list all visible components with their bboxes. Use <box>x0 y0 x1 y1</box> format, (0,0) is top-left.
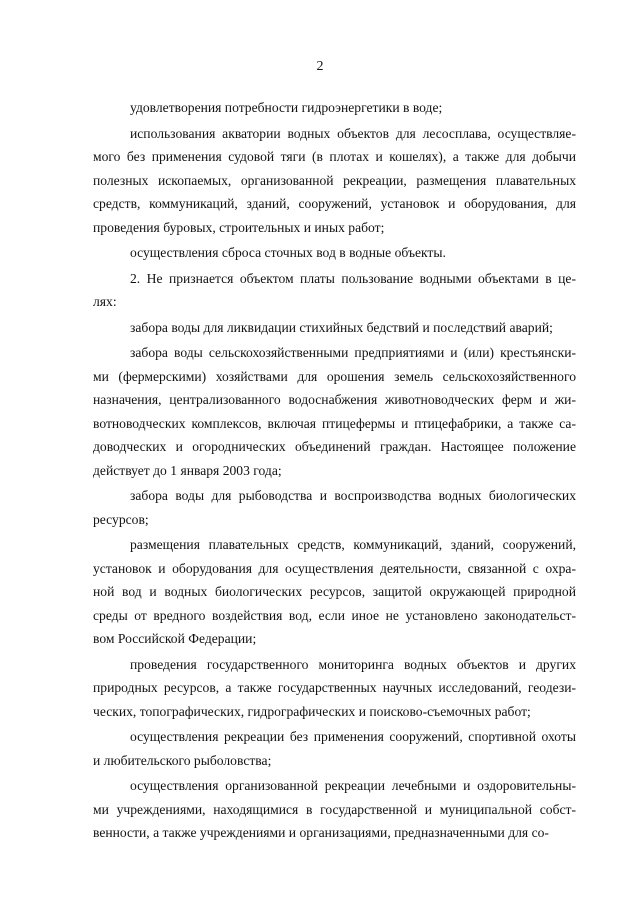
text-line: 2. Не признается объектом платы пользование водными объектами в це- <box>130 270 576 286</box>
text-line: назначения, централизованного водоснабжения животноводческих ферм и жи- <box>93 392 576 407</box>
text-line: лях: <box>93 294 117 309</box>
paragraph <box>93 122 576 240</box>
text-line: осуществления рекреации без применения сооружений, спортивной охоты <box>130 729 576 744</box>
page-number: 2 <box>316 59 324 74</box>
text-line: полезных ископаемых, организованной рекреации, размещения плавательных <box>93 172 576 188</box>
text-line: мого без применения судовой тяги (в плотах и кошелях), а также для добычи <box>93 149 576 164</box>
text-line: забора воды для рыбоводства и воспроизводства водных биологических <box>130 488 576 503</box>
text-line: вотноводческих комплексов, включая птицефермы и птицефабрики, а также са- <box>93 415 576 431</box>
paragraph <box>93 341 576 482</box>
paragraph <box>93 267 576 314</box>
text-line: доводческих и огороднических объединений граждан. Настоящее положение <box>93 439 576 454</box>
text-line: ческих, топографических, гидрографических и поисково-съемочных работ; <box>93 703 531 719</box>
text-line: удовлетворения потребности гидроэнергетики в воде; <box>130 100 443 115</box>
text-line: проведения буровых, строительных и иных работ; <box>93 219 385 235</box>
text-line: ресурсов; <box>93 511 149 527</box>
document-body <box>93 96 576 845</box>
paragraph <box>93 533 576 651</box>
text-line: и любительского рыболовства; <box>93 752 272 768</box>
paragraph <box>93 653 576 724</box>
text-line: размещения плавательных средств, коммуникаций, зданий, сооружений, <box>130 537 576 552</box>
text-line: среды от вредного воздействия вод, если иное не установлено законодательст- <box>93 607 576 623</box>
text-line: средств, коммуникаций, зданий, сооружений, установок и оборудования, для <box>93 196 576 211</box>
text-line: использования акватории водных объектов для лесосплава, осуществляе- <box>130 125 576 141</box>
paragraph <box>93 774 576 845</box>
text-line: венности, а также учреждениями и организациями, предназначенными для со- <box>93 825 549 840</box>
text-line: ми (фермерскими) хозяйствами для орошения земель сельскохозяйственного <box>93 368 576 384</box>
text-line: вом Российской Федерации; <box>93 631 257 646</box>
text-line: осуществления организованной рекреации лечебными и оздоровительны- <box>130 778 576 793</box>
text-line: проведения государственного мониторинга водных объектов и других <box>130 656 576 672</box>
text-line: установок и оборудования для осуществления деятельности, связанной с охра- <box>93 560 576 576</box>
text-line: осуществления сброса сточных вод в водные объекты. <box>130 245 446 260</box>
text-line: ной вод и водных биологических ресурсов, защитой окружающей природной <box>93 584 576 599</box>
paragraph <box>93 316 576 340</box>
paragraph <box>93 484 576 531</box>
text-line: действует до 1 января 2003 года; <box>93 462 282 478</box>
text-line: забора воды для ликвидации стихийных бедствий и последствий аварий; <box>130 319 553 335</box>
text-line: ми учреждениями, находящимися в государственной и муниципальной собст- <box>93 801 576 817</box>
text-line: забора воды сельскохозяйственными предприятиями и (или) крестьянски- <box>130 345 576 360</box>
paragraph <box>93 725 576 772</box>
paragraph <box>93 96 576 120</box>
text-line: природных ресурсов, а также государственных научных исследований, геодези- <box>93 680 576 695</box>
paragraph <box>93 241 576 265</box>
